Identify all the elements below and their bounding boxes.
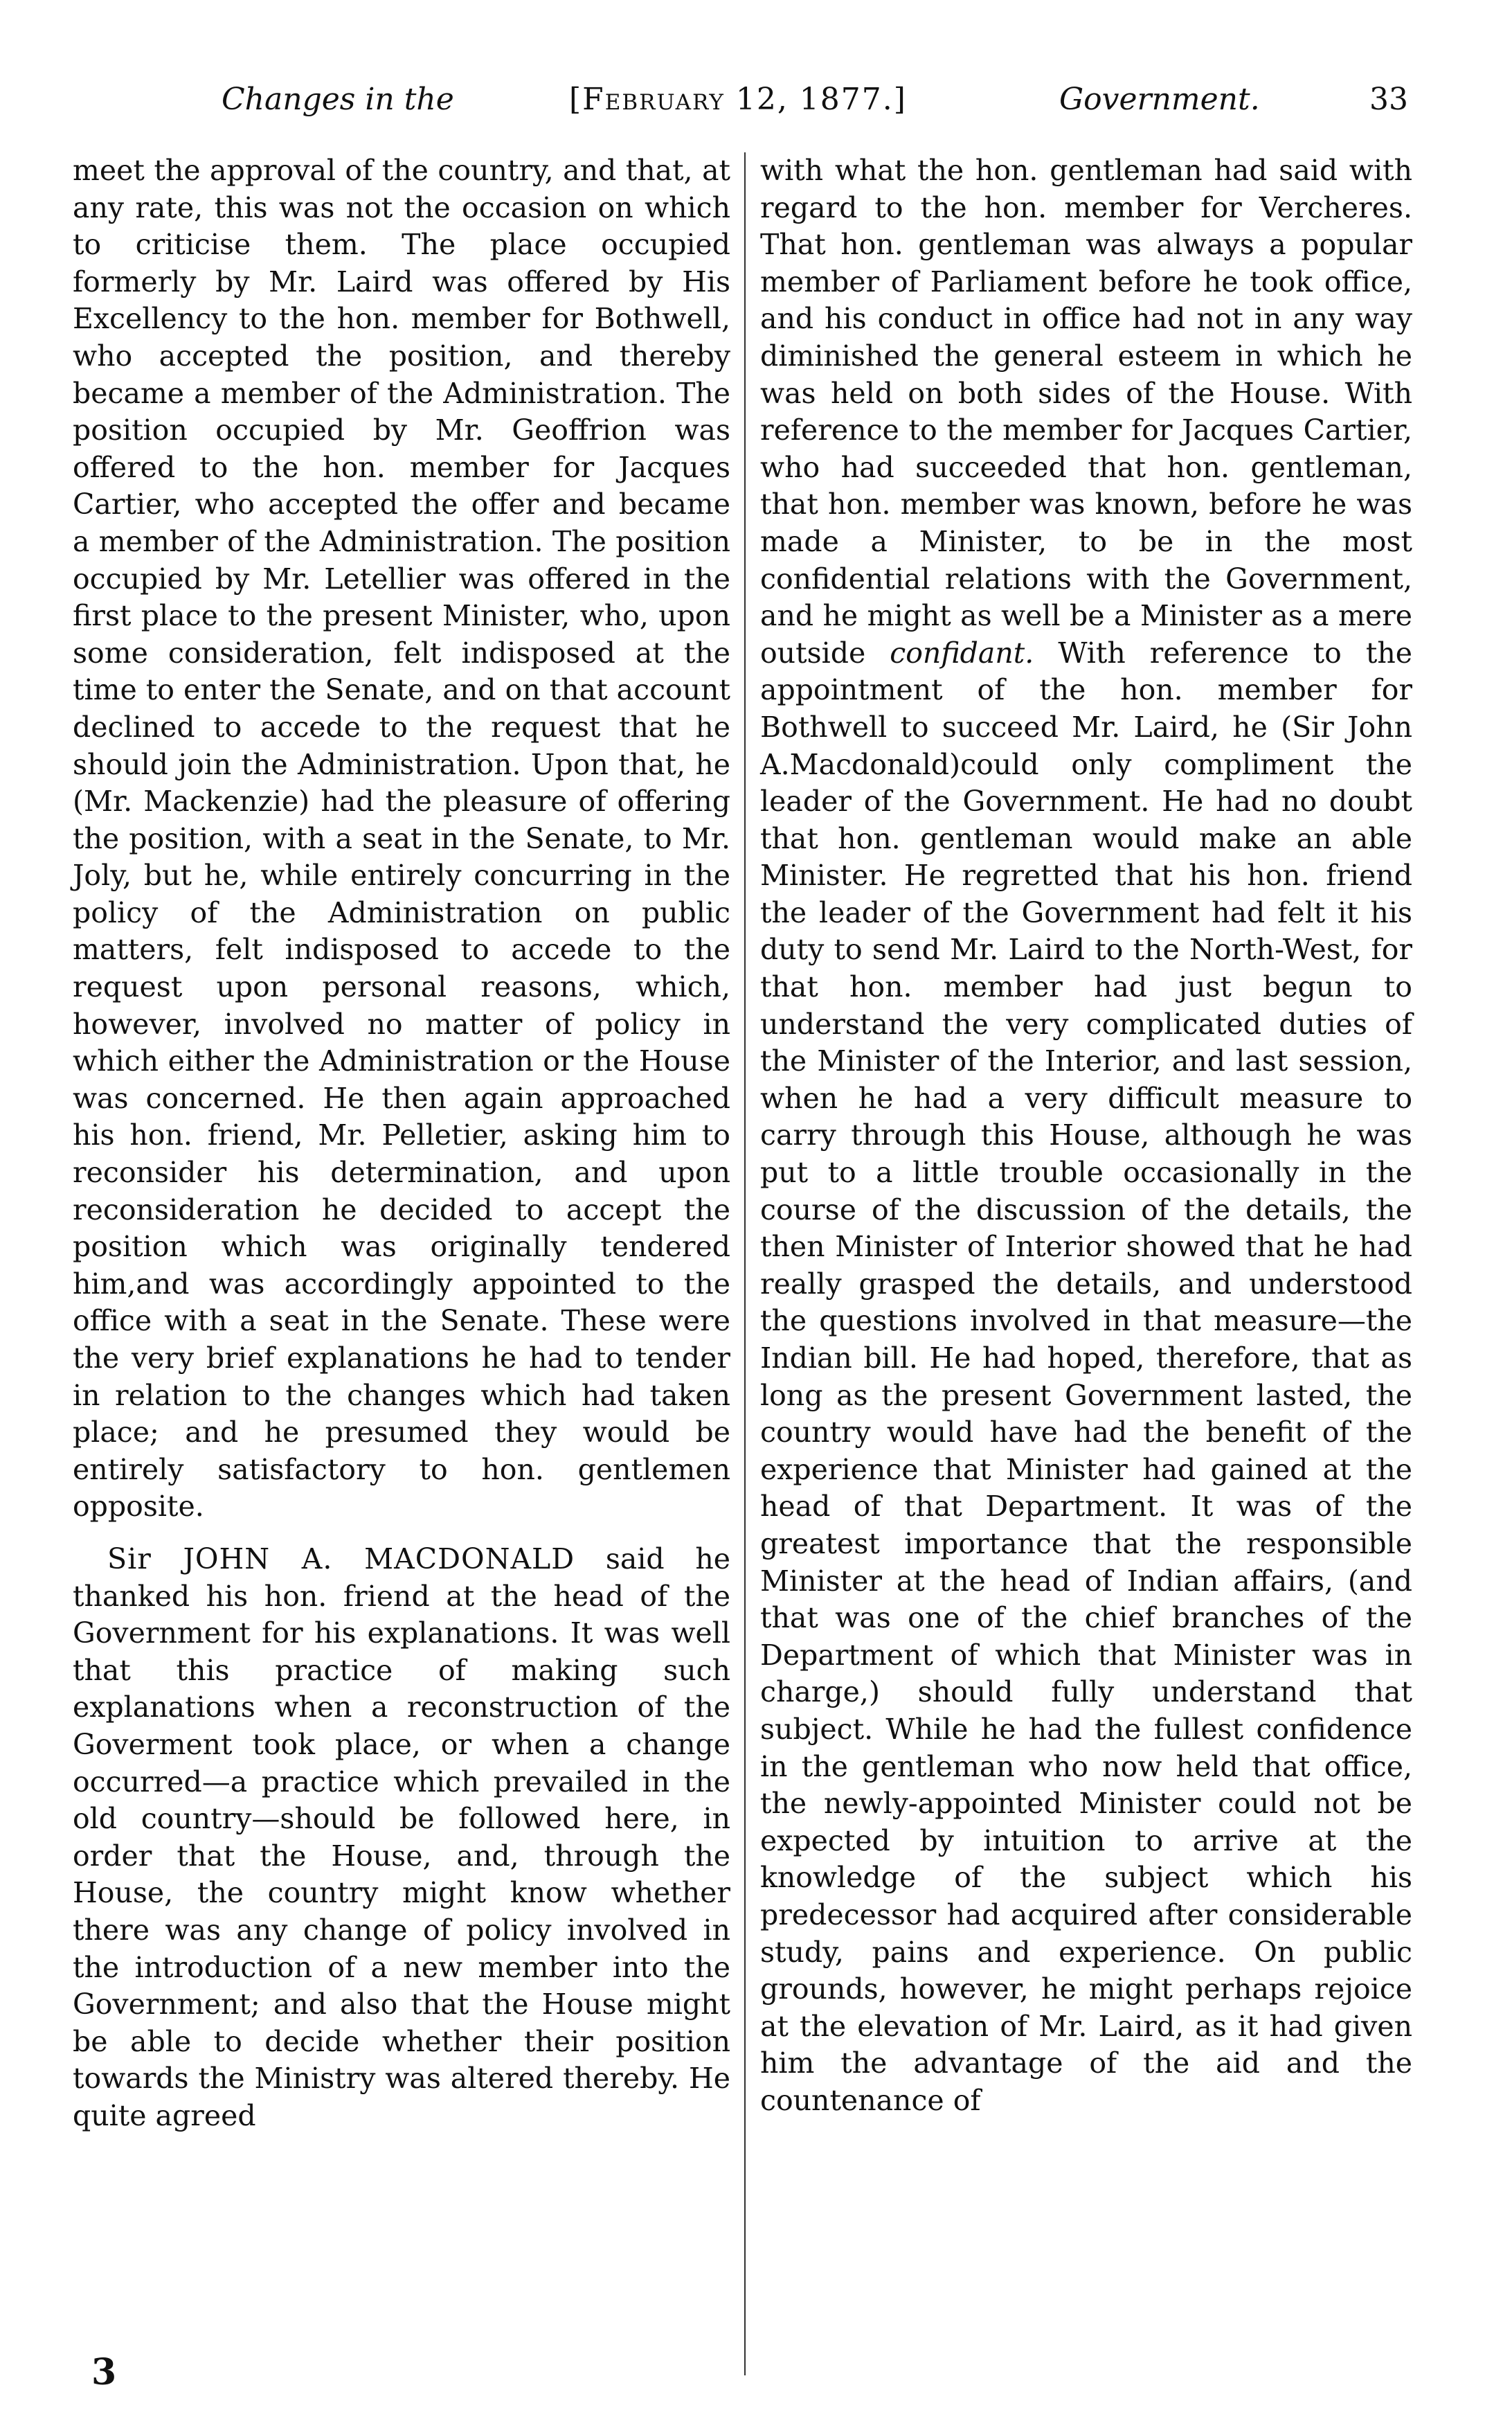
running-head-left: Changes in the <box>222 82 454 117</box>
page-header <box>0 82 1512 130</box>
running-head-date: [February 12, 1877.] <box>569 82 907 117</box>
right-text-part-2: With reference to the appointment of the hon. member for Bothwell to succeed Mr. Laird, he (Sir John A.Macdonald)could only compliment the leader of the Government. He had no doubt that hon. gentleman would make an able Minister. He regretted that his hon. friend the leader of the Government had felt it his duty to send Mr. Laird to the North-West, for that hon. member had just begun to understand the very complicated duties of the Minister of the Interior, and last session, when he had a very difficult measure to carry through this House, although he was put to a little trouble occasionally in the course of the discussion of the details, the then Minister of Interior showed that he had really grasped the details, and understood the questions involved in that measure—the Indian bill. He had hoped, therefore, that as long as the present Government lasted, the country would have had the benefit of the experience that Minister had gained at the head of that Department. It was of the greatest importance that the responsible Minister at the head of Indian affairs, (and that was one of the chief branches of the Department of which that Minister was in charge,) should fully understand that subject. While he had the fullest confidence in the gentleman who now held that office, the newly-appointed Minister could not be expected by intuition to arrive at the knowledge of the subject which his predecessor had acquired after considerable study, pains and experience. On public grounds, however, he might perhaps rejoice at the elevation of Mr. Laird, as it had given him the advantage of the aid and the countenance of <box>760 636 1412 2117</box>
speaker-name: Sir JOHN A. MACDONALD <box>107 1542 575 1575</box>
signature-mark: 3 <box>91 2351 117 2393</box>
page-number: 33 <box>1369 82 1408 117</box>
italic-word: confidant. <box>890 636 1034 670</box>
right-text-part-1: with what the hon. gentleman had said with regard to the hon. member for Vercheres. That hon. gentleman was always a popular member of Parliament before he took office, and his conduct in office had not in any way diminished the general esteem in which he was held on both sides of the House. With reference to the member for Jacques Cartier, who had succeeded that hon. gentleman, that hon. member was known, before he was made a Minister, to be in the most confidential relations with the Government, and he might as well be a Minister as a mere outside <box>760 154 1412 670</box>
right-column <box>760 152 1412 2119</box>
left-column <box>73 152 730 2134</box>
left-paragraph-2 <box>73 1541 730 2135</box>
left-paragraph-1: meet the approval of the country, and that, at any rate, this was not the occasion on which to criticise them. The place occupied formerly by Mr. Laird was offered by His Excellency to the hon. member for Bothwell, who accepted the position, and thereby became a member of the Administration. The position occupied by Mr. Geoffrion was offered to the hon. member for Jacques Cartier, who accepted the offer and became a member of the Administration. The position occupied by Mr. Letellier was offered in the first place to the present Minister, who, upon some consideration, felt indisposed at the time to enter the Senate, and on that account declined to accede to the request that he should join the Administration. Upon that, he (Mr. Mackenzie) had the pleasure of offering the position, with a seat in the Senate, to Mr. Joly, but he, while entirely concurring in the policy of the Administration on public matters, felt indisposed to accede to the request upon personal reasons, which, however, involved no matter of policy in which either the Administration or the House was concerned. He then again approached his hon. friend, Mr. Pelletier, asking him to reconsider his determination, and upon reconsideration he decided to accept the position which was originally tendered him,and was accordingly appointed to the office with a seat in the Senate. These were the very brief explanations he had to tender in relation to the changes which had taken place; and he presumed they would be entirely satisfactory to hon. gentlemen opposite. <box>73 154 730 1524</box>
column-divider <box>744 152 746 2375</box>
right-paragraph <box>760 152 1412 2119</box>
running-head-right: Government. <box>1059 82 1260 117</box>
left-paragraph-2-text: said he thanked his hon. friend at the head of the Government for his explanations. It was well that this practice of making such explanations when a reconstruction of the Goverment took place, or when a change occurred—a practice which prevailed in the old country—should be followed here, in order that the House, and, through the House, the country might know whether there was any change of policy involved in the introduction of a new member into the Government; and also that the House might be able to decide whether their position towards the Ministry was altered thereby. He quite agreed <box>73 1542 731 2132</box>
